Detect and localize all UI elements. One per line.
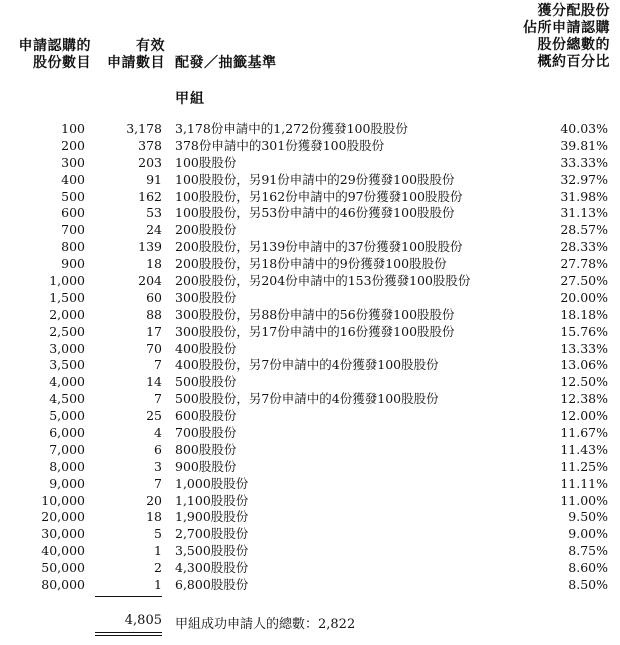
cell-valid-applications: 70 bbox=[146, 340, 162, 356]
cell-allocation-basis: 400股股份 bbox=[175, 340, 237, 356]
cell-allocation-basis: 200股股份，另139份申請中的37份獲發100股股份 bbox=[175, 239, 463, 255]
cell-allocation-basis: 300股股份，另17份申請中的16份獲發100股股份 bbox=[175, 323, 455, 339]
cell-allocation-basis: 700股股份 bbox=[175, 425, 237, 441]
successful-applicants-summary: 甲組成功申請人的總數：2,822 bbox=[175, 617, 356, 632]
cell-valid-applications: 203 bbox=[138, 154, 162, 170]
cell-shares: 600 bbox=[61, 205, 85, 221]
header-pct-line-1: 獲分配股份 bbox=[537, 3, 610, 19]
cell-valid-applications: 7 bbox=[154, 391, 162, 407]
cell-shares: 7,000 bbox=[49, 441, 85, 457]
cell-percentage: 28.57% bbox=[560, 222, 608, 238]
table-row bbox=[0, 290, 620, 307]
cell-shares: 400 bbox=[61, 171, 85, 187]
cell-valid-applications: 88 bbox=[146, 306, 162, 322]
cell-percentage: 8.60% bbox=[568, 560, 608, 576]
table-row bbox=[0, 155, 620, 172]
header-allocated-percentage bbox=[523, 3, 610, 71]
cell-percentage: 32.97% bbox=[560, 171, 608, 187]
cell-shares: 5,000 bbox=[49, 408, 85, 424]
cell-valid-applications: 24 bbox=[146, 222, 162, 238]
cell-valid-applications: 18 bbox=[146, 256, 162, 272]
cell-valid-applications: 20 bbox=[146, 492, 162, 508]
cell-percentage: 27.50% bbox=[560, 273, 608, 289]
cell-valid-applications: 204 bbox=[138, 273, 162, 289]
cell-valid-applications: 5 bbox=[154, 526, 162, 542]
cell-allocation-basis: 3,178份申請中的1,272份獲發100股股份 bbox=[175, 121, 408, 136]
table-row bbox=[0, 476, 620, 493]
cell-shares: 40,000 bbox=[41, 543, 85, 559]
cell-shares: 30,000 bbox=[41, 526, 85, 542]
cell-percentage: 18.18% bbox=[560, 306, 608, 322]
cell-shares: 1,000 bbox=[49, 273, 85, 289]
table-row bbox=[0, 408, 620, 425]
table-row bbox=[0, 442, 620, 459]
cell-allocation-basis: 1,100股股份 bbox=[175, 492, 249, 508]
cell-percentage: 15.76% bbox=[560, 323, 608, 339]
cell-percentage: 12.50% bbox=[560, 374, 608, 390]
cell-valid-applications: 378 bbox=[138, 137, 162, 153]
cell-valid-applications: 18 bbox=[146, 509, 162, 525]
cell-allocation-basis: 100股股份，另91份申請中的29份獲發100股股份 bbox=[175, 171, 455, 187]
cell-percentage: 20.00% bbox=[560, 289, 608, 305]
cell-allocation-basis: 300股股份，另88份申請中的56份獲發100股股份 bbox=[175, 306, 455, 322]
cell-allocation-basis: 100股股份，另53份申請中的46份獲發100股股份 bbox=[175, 205, 455, 221]
cell-allocation-basis: 378份申請中的301份獲發100股股份 bbox=[175, 137, 385, 153]
cell-valid-applications: 2 bbox=[154, 560, 162, 576]
cell-valid-applications: 3,178 bbox=[126, 121, 162, 136]
table-row bbox=[0, 121, 620, 138]
cell-allocation-basis: 300股股份 bbox=[175, 289, 237, 305]
cell-percentage: 13.06% bbox=[560, 357, 608, 373]
cell-percentage: 27.78% bbox=[560, 256, 608, 272]
group-title: 甲組 bbox=[175, 91, 205, 107]
cell-shares: 20,000 bbox=[41, 509, 85, 525]
cell-allocation-basis: 200股股份 bbox=[175, 222, 237, 238]
cell-percentage: 40.03% bbox=[560, 121, 608, 136]
cell-percentage: 8.75% bbox=[568, 543, 608, 559]
cell-valid-applications: 25 bbox=[146, 408, 162, 424]
table-row bbox=[0, 374, 620, 391]
cell-shares: 200 bbox=[61, 137, 85, 153]
cell-shares: 300 bbox=[61, 154, 85, 170]
cell-shares: 9,000 bbox=[49, 475, 85, 491]
cell-allocation-basis: 4,300股股份 bbox=[175, 560, 249, 576]
cell-valid-applications: 17 bbox=[146, 323, 162, 339]
cell-percentage: 9.00% bbox=[568, 526, 608, 542]
header-valid-line-1: 有效 bbox=[136, 38, 165, 54]
table-row bbox=[0, 324, 620, 341]
table-row bbox=[0, 526, 620, 543]
table-row bbox=[0, 357, 620, 374]
cell-shares: 100 bbox=[61, 121, 85, 136]
cell-shares: 3,500 bbox=[49, 357, 85, 373]
total-valid-applications: 4,805 bbox=[124, 613, 162, 628]
cell-allocation-basis: 6,800股股份 bbox=[175, 577, 249, 593]
cell-allocation-basis: 3,500股股份 bbox=[175, 543, 249, 559]
cell-allocation-basis: 500股股份，另7份申請中的4份獲發100股股份 bbox=[175, 391, 439, 407]
table-row bbox=[0, 256, 620, 273]
table-row bbox=[0, 222, 620, 239]
table-row bbox=[0, 493, 620, 510]
header-pct-line-2: 佔所申請認購 bbox=[523, 20, 610, 36]
cell-allocation-basis: 500股股份 bbox=[175, 374, 237, 390]
header-valid-line-2: 申請數目 bbox=[107, 55, 165, 71]
cell-valid-applications: 1 bbox=[154, 543, 162, 559]
cell-allocation-basis: 2,700股股份 bbox=[175, 526, 249, 542]
cell-allocation-basis: 100股股份，另162份申請中的97份獲發100股股份 bbox=[175, 188, 463, 204]
cell-percentage: 28.33% bbox=[560, 239, 608, 255]
table-row bbox=[0, 509, 620, 526]
cell-valid-applications: 1 bbox=[154, 577, 162, 593]
cell-shares: 800 bbox=[61, 239, 85, 255]
total-rule-top bbox=[95, 596, 162, 597]
cell-percentage: 11.11% bbox=[560, 475, 608, 491]
header-pct-line-4: 概約百分比 bbox=[537, 54, 610, 70]
cell-percentage: 31.98% bbox=[560, 188, 608, 204]
table-row bbox=[0, 459, 620, 476]
cell-shares: 8,000 bbox=[49, 458, 85, 474]
cell-shares: 80,000 bbox=[41, 577, 85, 593]
cell-valid-applications: 139 bbox=[138, 239, 162, 255]
cell-shares: 6,000 bbox=[49, 425, 85, 441]
cell-percentage: 11.67% bbox=[560, 425, 608, 441]
cell-allocation-basis: 200股股份，另204份申請中的153份獲發100股股份 bbox=[175, 273, 471, 289]
table-row bbox=[0, 560, 620, 577]
header-basis-line: 配發／抽籤基準 bbox=[175, 55, 277, 71]
cell-allocation-basis: 800股股份 bbox=[175, 441, 237, 457]
header-allocation-basis bbox=[175, 55, 277, 72]
cell-valid-applications: 7 bbox=[154, 357, 162, 373]
table-row bbox=[0, 391, 620, 408]
cell-valid-applications: 60 bbox=[146, 289, 162, 305]
table-row bbox=[0, 189, 620, 206]
cell-valid-applications: 14 bbox=[146, 374, 162, 390]
cell-valid-applications: 3 bbox=[154, 458, 162, 474]
cell-shares: 10,000 bbox=[41, 492, 85, 508]
table-row bbox=[0, 307, 620, 324]
cell-shares: 2,500 bbox=[49, 323, 85, 339]
table-row bbox=[0, 425, 620, 442]
cell-allocation-basis: 900股股份 bbox=[175, 458, 237, 474]
cell-valid-applications: 4 bbox=[154, 425, 162, 441]
cell-allocation-basis: 400股股份，另7份申請中的4份獲發100股股份 bbox=[175, 357, 439, 373]
cell-percentage: 13.33% bbox=[560, 340, 608, 356]
table-row bbox=[0, 577, 620, 594]
cell-valid-applications: 7 bbox=[154, 475, 162, 491]
cell-valid-applications: 162 bbox=[138, 188, 162, 204]
cell-percentage: 31.13% bbox=[560, 205, 608, 221]
cell-shares: 900 bbox=[61, 256, 85, 272]
cell-valid-applications: 91 bbox=[146, 171, 162, 187]
cell-percentage: 12.00% bbox=[560, 408, 608, 424]
cell-valid-applications: 53 bbox=[146, 205, 162, 221]
cell-allocation-basis: 1,000股股份 bbox=[175, 475, 249, 491]
cell-shares: 1,500 bbox=[49, 289, 85, 305]
header-shares-line-1: 申請認購的 bbox=[18, 38, 91, 54]
allocation-table bbox=[0, 121, 620, 594]
cell-allocation-basis: 100股股份 bbox=[175, 154, 237, 170]
header-valid-applications bbox=[107, 38, 165, 72]
table-row bbox=[0, 205, 620, 222]
table-row bbox=[0, 172, 620, 189]
table-row bbox=[0, 341, 620, 358]
cell-allocation-basis: 1,900股股份 bbox=[175, 509, 249, 525]
cell-shares: 500 bbox=[61, 188, 85, 204]
cell-percentage: 11.25% bbox=[560, 458, 608, 474]
header-shares-applied bbox=[19, 38, 92, 72]
cell-shares: 50,000 bbox=[41, 560, 85, 576]
cell-percentage: 12.38% bbox=[560, 391, 608, 407]
cell-shares: 3,000 bbox=[49, 340, 85, 356]
cell-percentage: 8.50% bbox=[568, 577, 608, 593]
cell-shares: 700 bbox=[61, 222, 85, 238]
header-pct-line-3: 股份總數的 bbox=[537, 37, 610, 53]
cell-percentage: 11.43% bbox=[560, 441, 608, 457]
table-row bbox=[0, 138, 620, 155]
cell-percentage: 9.50% bbox=[568, 509, 608, 525]
cell-allocation-basis: 600股股份 bbox=[175, 408, 237, 424]
cell-valid-applications: 6 bbox=[154, 441, 162, 457]
table-row bbox=[0, 543, 620, 560]
cell-shares: 4,500 bbox=[49, 391, 85, 407]
cell-allocation-basis: 200股股份，另18份申請中的9份獲發100股股份 bbox=[175, 256, 447, 272]
total-double-rule-2 bbox=[95, 635, 162, 636]
cell-shares: 4,000 bbox=[49, 374, 85, 390]
table-row bbox=[0, 239, 620, 256]
cell-percentage: 39.81% bbox=[560, 137, 608, 153]
header-shares-line-2: 股份數目 bbox=[33, 55, 91, 71]
cell-shares: 2,000 bbox=[49, 306, 85, 322]
table-row bbox=[0, 273, 620, 290]
cell-percentage: 33.33% bbox=[560, 154, 608, 170]
total-double-rule-1 bbox=[95, 632, 162, 633]
cell-percentage: 11.00% bbox=[560, 492, 608, 508]
